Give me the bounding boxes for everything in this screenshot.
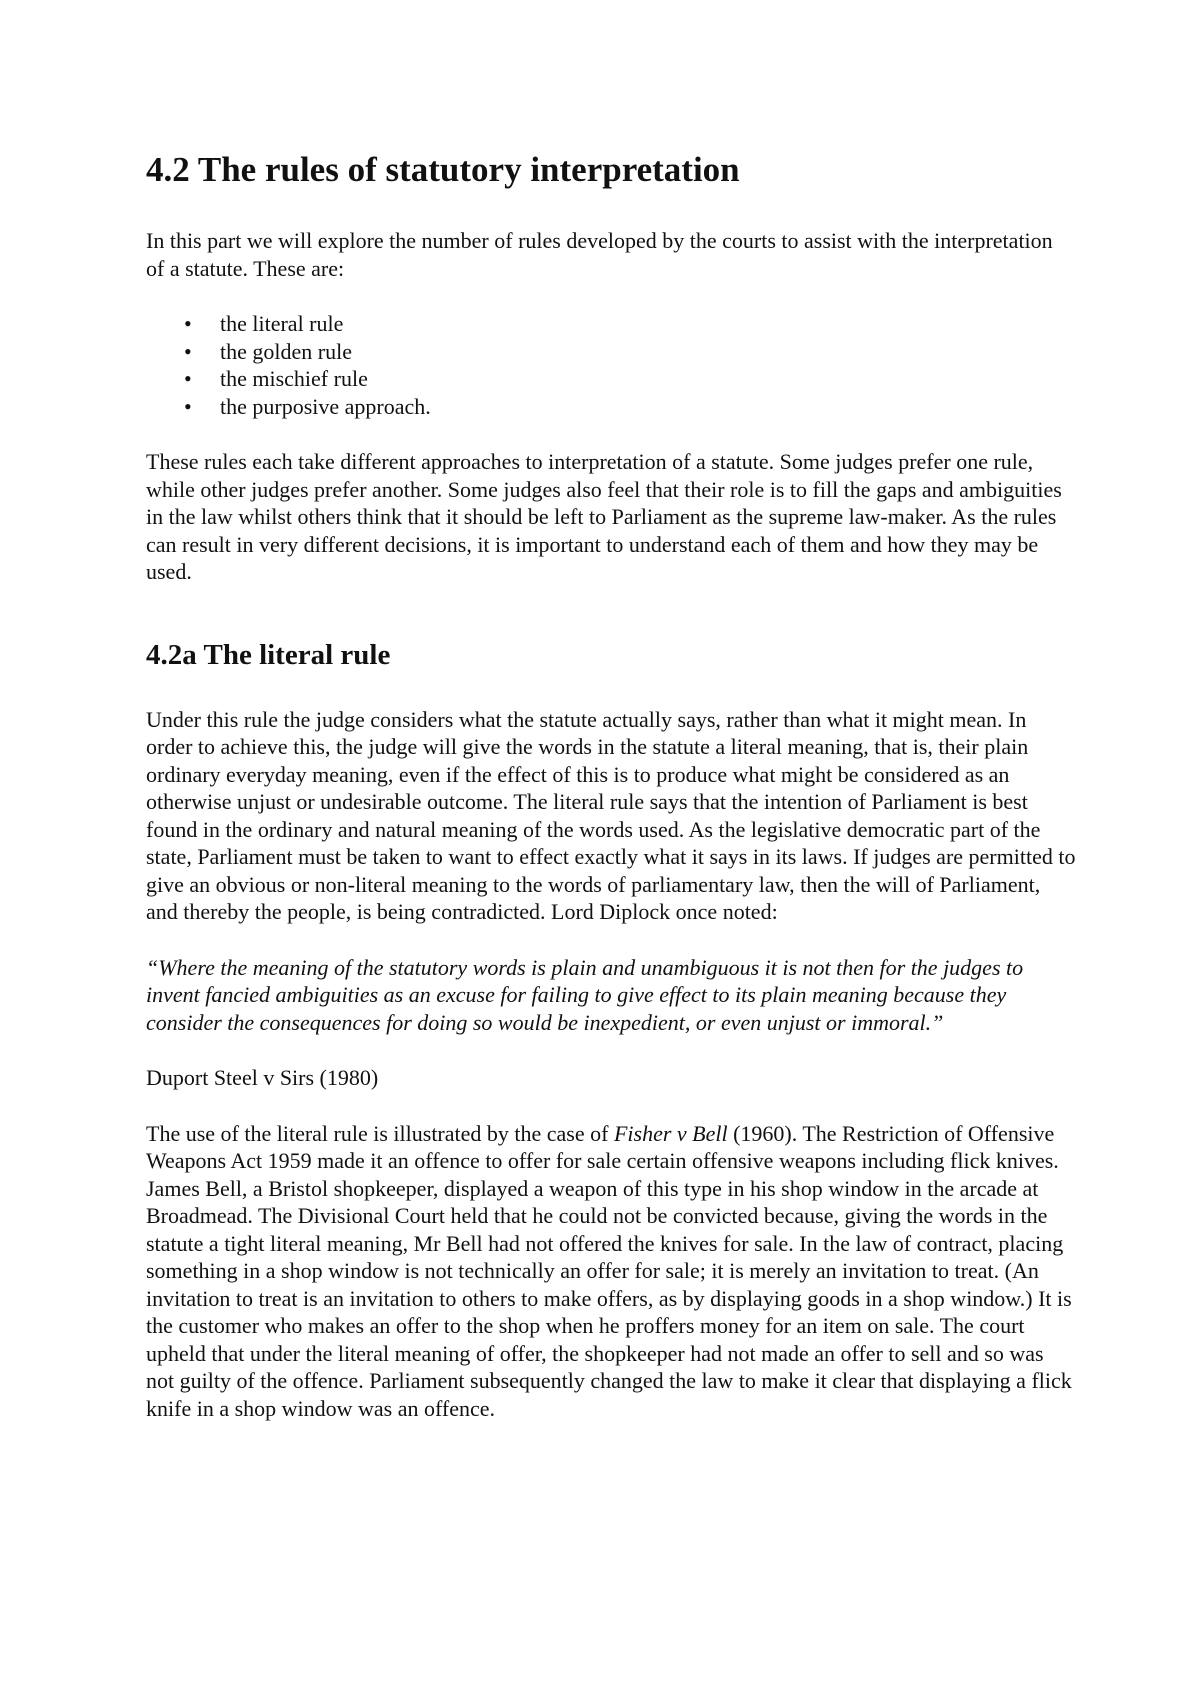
list-item: [146, 338, 1076, 366]
quote-paragraph: “Where the meaning of the statutory words is plain and unambiguous it is not then for the judges to invent fancied ambiguities as an excuse for failing to give effect to its plain meaning because they consider the consequences for doing so would be inexpedient, or even unjust or immoral.”: [146, 954, 1024, 1035]
overview-paragraph: These rules each take different approaches to interpretation of a statute. Some judges prefer one rule, while other judges prefer another. Some judges also feel that their role is to fill the gaps and ambiguities in the law whilst others think that it should be left to Parliament as the supreme law-maker. As the rules can result in very different decisions, it is important to understand each of them and how they may be used.: [146, 449, 1062, 584]
list-item-text: the purposive approach.: [220, 393, 431, 419]
list-item: [146, 365, 1076, 393]
bullet-icon: •: [184, 311, 192, 336]
list-item-text: the literal rule: [220, 311, 344, 336]
bullet-icon: •: [184, 338, 192, 364]
list-item: [146, 310, 1076, 338]
quote-source: Duport Steel v Sirs (1980): [146, 1065, 379, 1090]
example-text-before: The use of the literal rule is illustrated by the case of: [146, 1120, 614, 1146]
bullet-icon: •: [184, 366, 192, 391]
list-item-text: the golden rule: [220, 338, 352, 364]
example-text-after: (1960). The Restriction of Offensive Weapons Act 1959 made it an offence to offer for sale certain offensive weapons including flick knives. James Bell, a Bristol shopkeeper, displayed a weapon of this type in his shop window in the arcade at Broadmead. The Divisional Court held that he could not be convicted because, giving the words in the statute a tight literal meaning, Mr Bell had not offered the knives for sale. In the law of contract, placing something in a shop window is not technically an offer for sale; it is merely an invitation to treat. (An invitation to treat is an invitation to others to make offers, as by displaying goods in a shop window.) It is the customer who makes an offer to the shop when he proffers money for an item on sale. The court upheld that under the literal meaning of offer, the shopkeeper had not made an offer to sell and so was not guilty of the offence. Parliament subsequently changed the law to make it clear that displaying a flick knife in a shop window was an offence.: [146, 1120, 1072, 1421]
subsection-heading: 4.2a The literal rule: [146, 638, 391, 671]
bullet-icon: •: [184, 393, 192, 419]
case-name: Fisher v Bell: [613, 1120, 728, 1146]
list-item: [146, 393, 1076, 421]
explanation-paragraph: Under this rule the judge considers what the statute actually says, rather than what it might mean. In order to achieve this, the judge will give the words in the statute a literal meaning, that is, their plain ordinary everyday meaning, even if the effect of this is to produce what might be considered as an otherwise unjust or undesirable outcome. The literal rule says that the intention of Parliament is best found in the ordinary and natural meaning of the words used. As the legislative democratic part of the state, Parliament must be taken to want to effect exactly what it says in its laws. If judges are permitted to give an obvious or non-literal meaning to the words of parliamentary law, then the will of Parliament, and thereby the people, is being contradicted. Lord Diplock once noted:: [146, 706, 1076, 924]
document-page: [146, 140, 1076, 1450]
section-heading: 4.2 The rules of statutory interpretation: [146, 150, 740, 189]
intro-paragraph: In this part we will explore the number of rules developed by the courts to assist with the interpretation of a statute. These are:: [146, 228, 1053, 281]
example-paragraph: [146, 1120, 1076, 1423]
list-item-text: the mischief rule: [220, 366, 368, 391]
rules-list: [146, 310, 1076, 420]
